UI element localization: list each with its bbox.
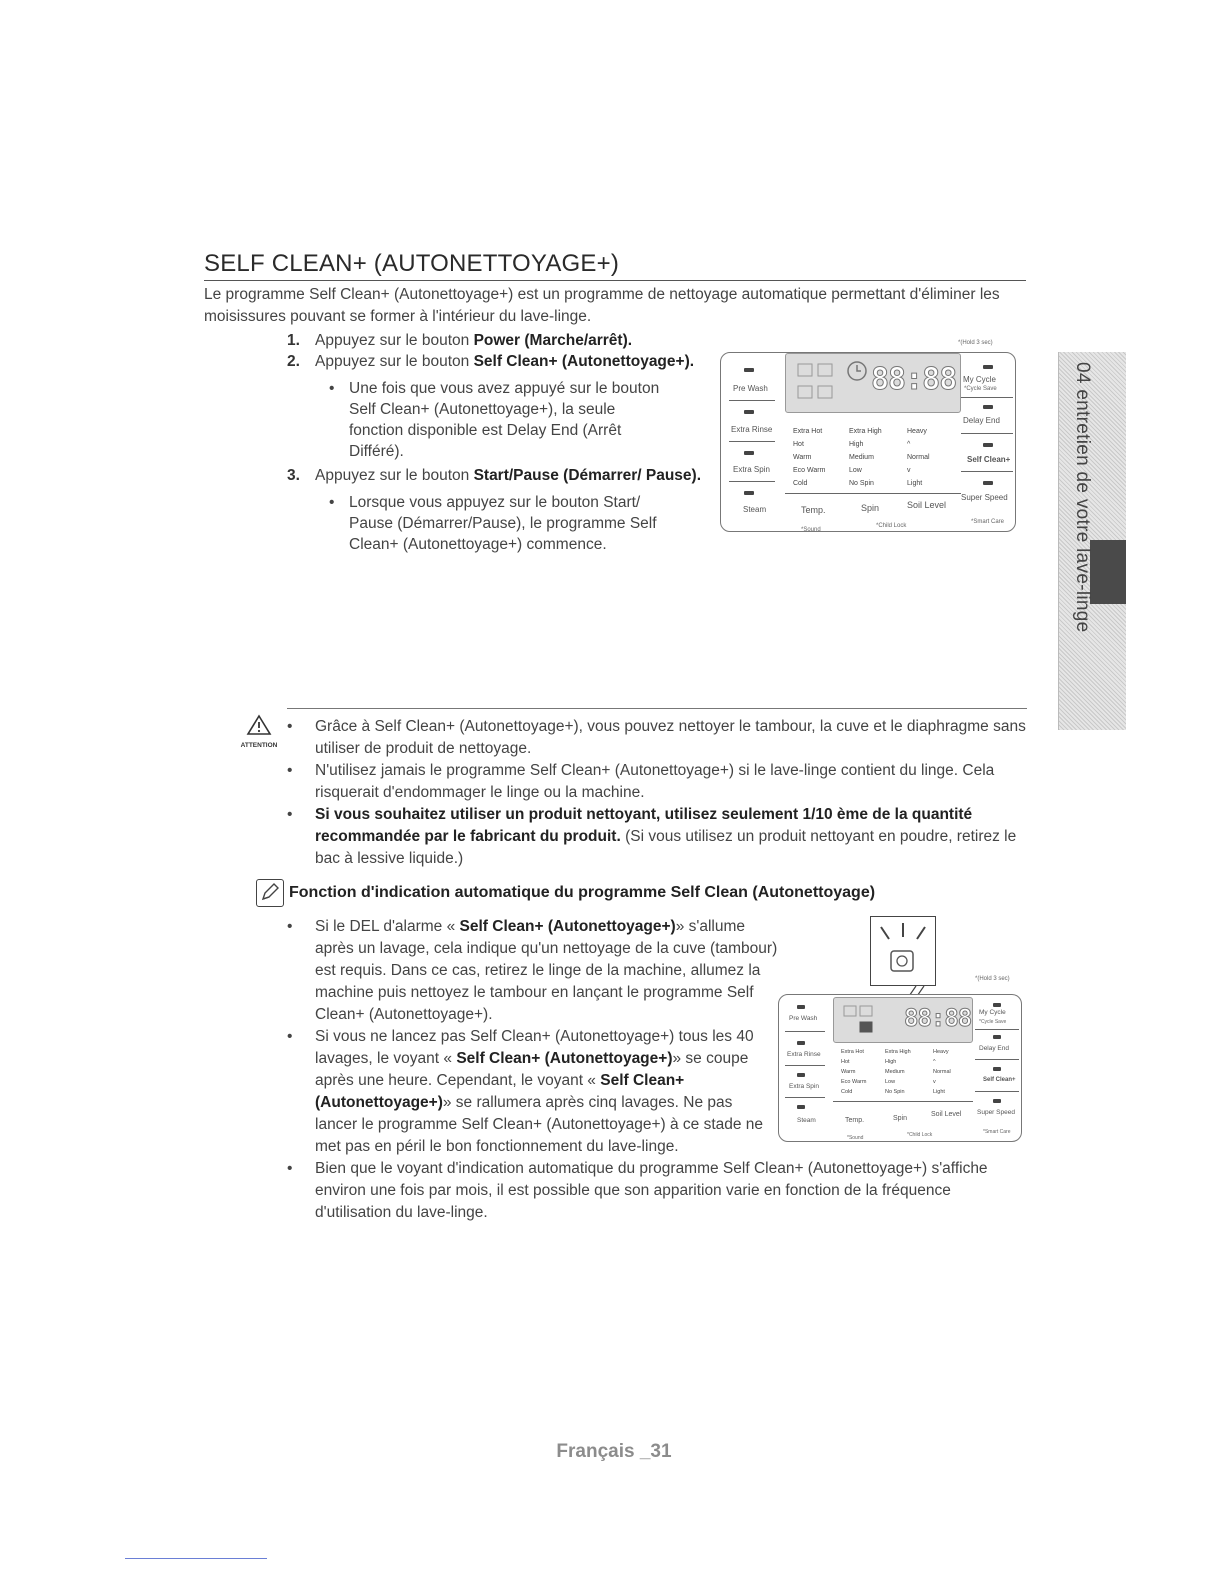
cycle-save-label: *Cycle Save xyxy=(964,386,997,392)
temp-option: Extra Hot xyxy=(793,428,823,435)
step-text: Appuyez sur le bouton xyxy=(315,332,474,349)
led-icon xyxy=(797,1005,805,1009)
led-icon xyxy=(744,491,754,495)
attention-item xyxy=(287,716,1027,760)
pre-wash-label: Pre Wash xyxy=(733,384,768,393)
led-icon xyxy=(744,410,754,414)
led-icon xyxy=(983,405,993,409)
temp-option: Warm xyxy=(841,1069,856,1075)
soil-option: Light xyxy=(907,480,923,487)
attention-text: N'utilisez jamais le programme Self Clean+ (Autonettoyage+) si le lave-linge contient du linge. Cela risquerait d'endommager le linge ou la machine. xyxy=(315,762,995,801)
note-text: Bien que le voyant d'indication automatique du programme Self Clean+ (Autonettoyage+) s'affiche environ une fois par mois, il est possible que son apparition varie en fonction de la fréquence d'utilisation du lave-linge. xyxy=(315,1160,988,1221)
led-icon xyxy=(983,365,993,369)
steam-label: Steam xyxy=(797,1117,816,1124)
bullet-dot-icon: • xyxy=(287,762,293,779)
attention-label: ATTENTION xyxy=(240,742,278,749)
step-bold: Power (Marche/arrêt). xyxy=(473,332,633,349)
note-text: Si le DEL d'alarme « xyxy=(315,918,460,935)
section-intro: Le programme Self Clean+ (Autonettoyage+) est un programme de nettoyage automatique permettant d'éliminer les moisissures pouvant se former à l'intérieur du lave-linge. xyxy=(204,286,1000,325)
warning-icon xyxy=(246,714,272,736)
hold-note: *(Hold 3 sec) xyxy=(975,976,1010,982)
smart-care-label: *Smart Care xyxy=(971,519,1005,525)
led-icon xyxy=(797,1105,805,1109)
bullet-dot-icon: • xyxy=(287,718,293,735)
attention-text: Grâce à Self Clean+ (Autonettoyage+), vous pouvez nettoyer le tambour, la cuve et le diaphragme sans utiliser de produit de nettoyage. xyxy=(315,718,1026,757)
note-text: » s'allume après un lavage, cela indique qu'un nettoyage de la cuve (tambour) est requis. Dans ce cas, retirez le linge de la machine, allumez la machine puis nettoyez le tambour en lançant le programme Self Clean+ (Autonettoyage+). xyxy=(315,918,778,1023)
led-icon xyxy=(993,1099,1001,1103)
temp-option: Hot xyxy=(793,441,804,448)
child-lock-label: *Child Lock xyxy=(876,523,907,529)
attention-block xyxy=(229,714,289,749)
attention-text: (Si vous utilisez un produit nettoyant en poudre, retirez le bac à lessive liquide.) xyxy=(315,828,1017,867)
temp-option: Hot xyxy=(841,1059,850,1065)
led-icon xyxy=(993,1003,1001,1007)
step-1 xyxy=(287,330,707,351)
led-icon xyxy=(797,1041,805,1045)
step-bold: Start/Pause (Démarrer/ Pause). xyxy=(473,467,701,484)
step-2-detail xyxy=(287,378,667,462)
temp-option: Eco Warm xyxy=(841,1079,867,1085)
spin-option: Medium xyxy=(849,454,874,461)
cycle-save-label: *Cycle Save xyxy=(979,1019,1007,1025)
display-digits: 88:88 xyxy=(871,362,957,397)
temp-button-label: Temp. xyxy=(801,505,826,515)
attention-list xyxy=(287,716,1027,870)
attention-item xyxy=(287,760,1027,804)
self-clean-label: Self Clean+ xyxy=(983,1077,1016,1083)
step-detail-text: Une fois que vous avez appuyé sur le bouton Self Clean+ (Autonettoyage+), la seule fonction disponible est Delay End (Arrêt Différé). xyxy=(349,380,660,460)
spin-option: No Spin xyxy=(885,1089,905,1095)
chapter-tab-marker xyxy=(1090,540,1126,604)
lcd-display xyxy=(785,353,961,413)
spin-option: Low xyxy=(849,467,862,474)
led-icon xyxy=(993,1035,1001,1039)
display-digits: 88:88 xyxy=(904,1004,972,1032)
spin-option: Low xyxy=(885,1079,896,1085)
led-icon xyxy=(744,451,754,455)
hold-note: *(Hold 3 sec) xyxy=(958,340,993,346)
note-text: Si vous ne lancez pas Self Clean+ (Autonettoyage+) tous les 40 lavages, le voyant « xyxy=(315,1028,754,1067)
super-speed-label: Super Speed xyxy=(977,1109,1015,1116)
control-panel-illustration xyxy=(720,352,1016,532)
page-footer: Français _31 xyxy=(556,1441,672,1462)
soil-option: ^ xyxy=(907,441,911,448)
note-item xyxy=(287,1158,1017,1224)
sound-label: *Sound xyxy=(801,527,821,533)
status-icons xyxy=(842,1004,876,1038)
note-text: » se rallumera après cinq lavages. Ne pas lancer le programme Self Clean+ (Autonettoyage+) à ce stade ne met pas en péril le bon fonctionnement du lave-linge. xyxy=(315,1094,764,1155)
soil-level-button-label: Soil Level xyxy=(907,500,947,510)
self-clean-label: Self Clean+ xyxy=(967,455,1011,464)
self-clean-indicator-zoom xyxy=(870,916,936,986)
chapter-tab-label: 04 entretien de votre lave-linge xyxy=(1072,362,1093,633)
timer-icon xyxy=(846,360,868,382)
soil-level-button-label: Soil Level xyxy=(931,1111,962,1118)
note-bold-text: Self Clean+ (Autonettoyage+) xyxy=(456,1050,673,1067)
bullet-dot-icon: • xyxy=(329,380,335,397)
spin-option: Extra High xyxy=(849,428,882,435)
spin-button-label: Spin xyxy=(893,1115,908,1122)
step-number: 1. xyxy=(287,332,300,349)
spin-option: No Spin xyxy=(849,480,874,487)
soil-option: ^ xyxy=(933,1059,936,1065)
sound-label: *Sound xyxy=(847,1135,864,1141)
temp-option: Cold xyxy=(793,480,808,487)
steam-label: Steam xyxy=(743,505,767,514)
step-number: 3. xyxy=(287,467,300,484)
step-text: Appuyez sur le bouton xyxy=(315,467,474,484)
led-icon xyxy=(983,443,993,447)
temp-option: Extra Hot xyxy=(841,1049,864,1055)
note-bold-text: Self Clean+ (Autonettoyage+) xyxy=(315,1072,685,1111)
step-2 xyxy=(287,351,707,372)
led-icon xyxy=(993,1067,1001,1071)
child-lock-label: *Child Lock xyxy=(907,1132,933,1138)
control-panel-illustration-small xyxy=(778,994,1022,1142)
spin-button-label: Spin xyxy=(861,503,880,513)
delay-end-label: Delay End xyxy=(963,416,1000,425)
step-3 xyxy=(287,465,707,486)
status-icons xyxy=(796,362,836,404)
step-bold: Self Clean+ (Autonettoyage+). xyxy=(473,353,695,370)
soil-option: v xyxy=(933,1079,936,1085)
extra-rinse-label: Extra Rinse xyxy=(787,1051,821,1058)
attention-bold-text: Si vous souhaitez utiliser un produit nettoyant, utilisez seulement 1/10 ème de la quantité recommandée par le fabricant du produit. xyxy=(315,806,973,845)
led-icon xyxy=(797,1073,805,1077)
steps-list xyxy=(287,330,707,555)
spin-option: Extra High xyxy=(885,1049,911,1055)
led-icon xyxy=(744,368,754,372)
extra-spin-label: Extra Spin xyxy=(733,465,770,474)
soil-option: Heavy xyxy=(933,1049,949,1055)
smart-care-label: *Smart Care xyxy=(983,1129,1011,1135)
soil-option: Normal xyxy=(907,454,930,461)
soil-option: Normal xyxy=(933,1069,951,1075)
extra-rinse-label: Extra Rinse xyxy=(731,425,773,434)
spin-option: High xyxy=(885,1059,897,1065)
temp-option: Eco Warm xyxy=(793,467,826,474)
my-cycle-label: My Cycle xyxy=(979,1009,1006,1016)
divider xyxy=(287,708,1027,709)
self-clean-led-icon xyxy=(871,917,935,985)
super-speed-label: Super Speed xyxy=(961,493,1008,502)
step-detail-text: Lorsque vous appuyez sur le bouton Start/ Pause (Démarrer/Pause), le programme Self Clean+ (Autonettoyage+) commence. xyxy=(349,494,657,553)
soil-option: Heavy xyxy=(907,428,927,435)
note-text: » se coupe après une heure. Cependant, le voyant « xyxy=(315,1050,749,1089)
soil-option: v xyxy=(907,467,911,474)
step-3-detail xyxy=(287,492,687,555)
bullet-dot-icon: • xyxy=(287,1160,293,1177)
spin-option: Medium xyxy=(885,1069,905,1075)
note-pencil-icon xyxy=(256,879,284,907)
soil-option: Light xyxy=(933,1089,945,1095)
bullet-dot-icon: • xyxy=(287,1028,293,1045)
temp-button-label: Temp. xyxy=(845,1117,865,1124)
lcd-display xyxy=(833,997,973,1043)
bullet-dot-icon: • xyxy=(287,806,293,823)
my-cycle-label: My Cycle xyxy=(963,375,996,384)
note-item xyxy=(287,916,782,1026)
bottom-divider xyxy=(125,1558,267,1559)
bullet-dot-icon: • xyxy=(287,918,293,935)
note-heading: Fonction d'indication automatique du programme Self Clean (Autonettoyage) xyxy=(289,884,876,901)
note-bold-text: Self Clean+ (Autonettoyage+) xyxy=(459,918,676,935)
temp-option: Warm xyxy=(793,454,812,461)
temp-option: Cold xyxy=(841,1089,853,1095)
note-item xyxy=(287,1026,767,1158)
delay-end-label: Delay End xyxy=(979,1045,1009,1052)
led-icon xyxy=(983,481,993,485)
spin-option: High xyxy=(849,441,864,448)
pre-wash-label: Pre Wash xyxy=(789,1015,818,1022)
step-text: Appuyez sur le bouton xyxy=(315,353,474,370)
section-title: SELF CLEAN+ (AUTONETTOYAGE+) xyxy=(204,250,1026,281)
bullet-dot-icon: • xyxy=(329,494,335,511)
step-number: 2. xyxy=(287,353,300,370)
attention-item xyxy=(287,804,1027,870)
extra-spin-label: Extra Spin xyxy=(789,1083,819,1090)
